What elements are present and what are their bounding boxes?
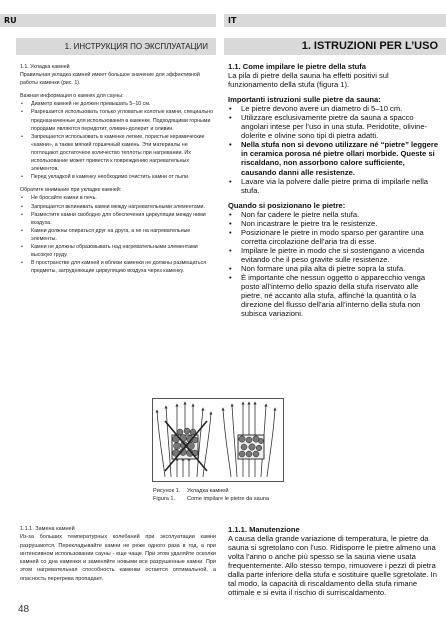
list-item: • Posizionare le pietre in modo sparso per garantire una corretta circolazione dell’aria tra di esse. <box>228 228 440 246</box>
caption-text-it: Come impilare le pietre da sauna <box>187 495 270 502</box>
language-tab-ru: RU <box>0 14 216 27</box>
language-tab-it: IT <box>224 14 446 27</box>
correct-stacking-drawing <box>223 403 275 477</box>
figure-stone-stacking <box>152 398 284 482</box>
ru-important-list <box>20 100 216 181</box>
list-item: • В пространстве для камней и вблизи каменки не должны размещаться предметы, затрудняющие циркуляцию воздуха через каменку. <box>20 259 216 275</box>
list-item: • Le pietre devono avere un diametro di 5–10 cm. <box>228 104 440 113</box>
figure-caption-ru <box>153 488 333 496</box>
ru-column-bottom <box>20 525 216 583</box>
section-header-it: 1. ISTRUZIONI PER L’USO <box>224 38 446 55</box>
ru-maintenance-title: 1.1.1. Замена камней <box>20 526 75 532</box>
list-item-bold: • Nella stufa non si devono utilizzare né “pietre” leggere in ceramica porosa né pietre ollari morbide. Queste si riscaldano, non assorbono calore sufficiente, causando danni alle resistenze. <box>228 140 440 176</box>
list-item: • Разрешается использовать только угловатые колотые камни, специально предназначенные для использования в каменке. Подходящими горными породами являются перидотит, оливин-долерит и оливин. <box>20 108 216 132</box>
it-important-list <box>228 104 440 194</box>
list-item: • Non far cadere le pietre nella stufa. <box>228 210 440 219</box>
list-item: • Non incastrare le pietre tra le resistenze. <box>228 219 440 228</box>
ru-attention-list <box>20 194 216 275</box>
list-item: • Диаметр камней не должен превышать 5–10 см. <box>20 100 216 108</box>
list-item: • Запрещается вклинивать камни между нагревательными элементами. <box>20 203 216 211</box>
list-item: • Lavare via la polvere dalle pietre prima di impilarle nella stufa. <box>228 177 440 195</box>
it-maintenance-text: A causa della grande variazione di temperatura, le pietre da sauna si sgretolano con l’uso. Ridisporre le pietre almeno una volta l’anno o anche più spesso se la sauna viene usata frequentemente. Allo stesso tempo, rimuovere i pezzi di pietra dalla parte inferiore della stufa e sostituire quelle sgretolate. In tal modo, la capacità di riscaldamento della stufa rimane ottimale e si evita il rischio di surriscaldamento. <box>228 534 437 598</box>
list-item: • Не бросайте камни в печь. <box>20 194 216 202</box>
list-item: • Utilizzare esclusivamente pietre da sauna a spacco angolari intese per l’uso in una stufa. Peridotite, olivine-dolerite e olivine sono tipi di pietra adatti. <box>228 113 440 140</box>
it-stacking-list <box>228 210 440 319</box>
it-maintenance-title: 1.1.1. Manutenzione <box>228 525 300 534</box>
it-intro-paragraph: La pila di pietre della sauna ha effetti positivi sul funzionamento della stufa (figura 1). <box>228 71 389 90</box>
figure-caption <box>153 488 333 503</box>
caption-label-ru: Рисунок 1. <box>153 488 181 494</box>
it-important-title: Importanti istruzioni sulle pietre da sauna: <box>228 95 381 105</box>
it-stacking-title: Quando si posizionano le pietre: <box>228 200 346 210</box>
list-item: • Камни должны опираться друг на друга, а не на нагревательные элементы. <box>20 227 216 243</box>
page-number: 48 <box>18 604 30 615</box>
ru-column-top <box>20 63 216 275</box>
it-column-bottom <box>228 525 440 597</box>
ru-attention-title: Обратите внимание при укладке камней: <box>20 187 122 194</box>
ru-subsection-title: 1.1. Укладка камней <box>20 64 70 70</box>
list-item: • Impilare le pietre in modo che si sostengano a vicenda evitando che il peso gravite sulle resistenze. <box>228 246 440 264</box>
list-item: • È importante che nessun oggetto o apparecchio venga posto all’interno dello spazio della stufa riservato alle pietre, né accanto alla stufa, affinché la quantità o la direzione del flusso dell’aria all’interno della stufa non subisca variazioni. <box>228 273 440 318</box>
figure-caption-it <box>153 496 333 504</box>
ru-important-title: Важная информация о камнях для сауны: <box>20 93 124 100</box>
incorrect-stacking-drawing <box>157 403 211 477</box>
list-item: • Камни не должны образовывать над нагревательными элементами высокую груду. <box>20 243 216 259</box>
caption-text-ru: Укладка камней <box>187 488 229 494</box>
list-item: • Разместите камни свободно для обеспечения циркуляции между ними воздуха. <box>20 211 216 227</box>
list-item: • Перед укладкой в каменку необходимо очистить камни от пыли. <box>20 173 216 181</box>
it-subsection-title: 1.1. Come impilare le pietre della stufa <box>228 62 367 71</box>
list-item: • Запрещается использовать в каменке легкие, пористые керамические «камни», а также мягкий горшечный камень. Эти материалы не поглощают достаточное количество теплоты при нагревании. Их использование может привести к повреждению нагревательных элементов. <box>20 133 216 173</box>
it-column-top <box>228 62 440 318</box>
ru-intro-paragraph: Правильная укладка камней имеет большое значение для эффективной работы каменки (рис. 1). <box>20 72 200 87</box>
ru-maintenance-text: Из-за больших температурных колебаний при эксплуатации камни разрушаются. Перекладывайте камни не реже одного раза в год, а при интенсивном использовании сауны - еще чаще. При этом удаляйте осколки камней со дна каменки и заменяйте новыми все разрушенные камни. При этом нагревательная способность каменки остается оптимальной, а опасность перегрева пропадает. <box>20 534 216 582</box>
list-item: • Non formare una pila alta di pietre sopra la stufa. <box>228 264 440 273</box>
section-header-ru: 1. ИНСТРУКЦИЯ ПО ЭКСПЛУАТАЦИИ <box>16 38 216 55</box>
stone-stacking-illustration <box>153 399 283 481</box>
caption-label-it: Figura 1. <box>153 495 176 502</box>
